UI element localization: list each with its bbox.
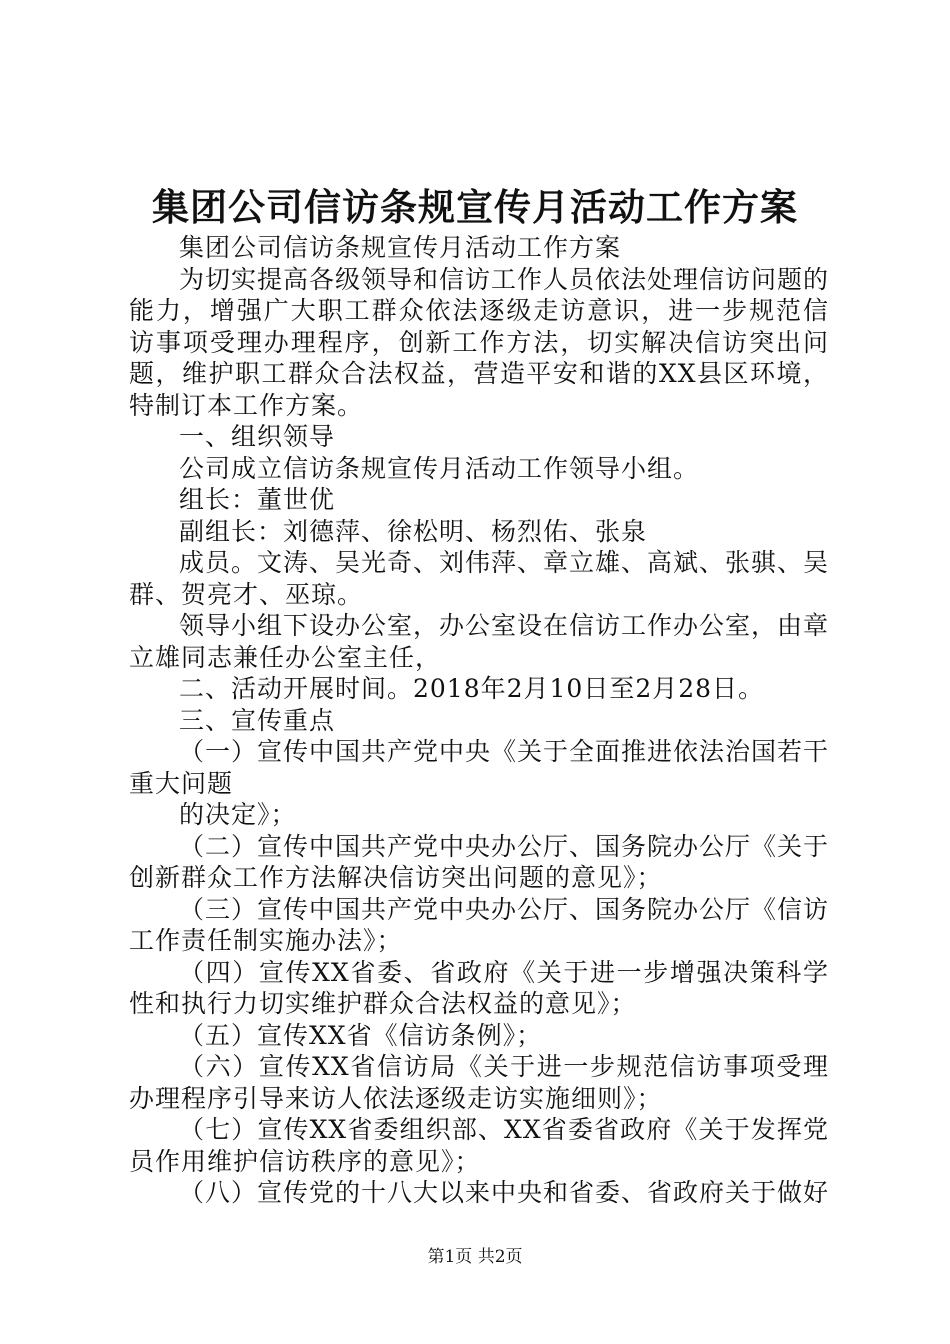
paragraph-group-leader: 组长：董世优 — [179, 485, 336, 514]
section-heading-focus: 三、宣传重点 — [179, 705, 336, 735]
section-heading-organization: 一、组织领导 — [179, 422, 336, 451]
paragraph-office: 领导小组下设办公室，办公室设在信访工作办公室，由章立雄同志兼任办公室主任， — [129, 611, 830, 672]
document-body — [129, 232, 829, 1209]
list-item-6: （六）宣传XX省信访局《关于进一步规范信访事项受理办理程序引导来访人依法逐级走访实施细则》； — [129, 1052, 829, 1113]
list-item-7: （七）宣传XX省委组织部、XX省委省政府《关于发挥党员作用维护信访秩序的意见》； — [129, 1115, 829, 1176]
list-item-2: （二）宣传中国共产党中央办公厅、国务院办公厅《关于创新群众工作方法解决信访突出问题的意见》； — [129, 831, 830, 892]
paragraph-deputy-leaders: 副组长：刘德萍、徐松明、杨烈佑、张泉 — [179, 516, 648, 546]
list-item-1: （一）宣传中国共产党中央《关于全面推进依法治国若干重大问题 — [129, 737, 830, 798]
list-item-8: （八）宣传党的十八大以来中央和省委、省政府关于做好 — [179, 1178, 830, 1207]
list-item-3: （三）宣传中国共产党中央办公厅、国务院办公厅《信访工作责任制实施办法》； — [129, 894, 830, 955]
section-heading-time: 二、活动开展时间。2018年2月10日至2月28日。 — [179, 674, 765, 703]
paragraph-intro: 为切实提高各级领导和信访工作人员依法处理信访问题的能力，增强广大职工群众依法逐级走访意识，进一步规范信访事项受理办理程序，创新工作方法，切实解决信访突出问题，维护职工群众合法权益，营造平安和谐的XX县区环境，特制订本工作方案。 — [129, 264, 830, 420]
paragraph-members: 成员。文涛、吴光奇、刘伟萍、章立雄、高斌、张骐、吴群、贺亮才、巫琼。 — [129, 548, 830, 609]
paragraph-subtitle: 集团公司信访条规宣传月活动工作方案 — [179, 233, 622, 262]
document-title: 集团公司信访条规宣传月活动工作方案 — [152, 186, 798, 229]
list-item-4: （四）宣传XX省委、省政府《关于进一步增强决策科学性和执行力切实维护群众合法权益的意见》； — [129, 957, 829, 1018]
list-item-5: （五）宣传XX省《信访条例》； — [179, 1020, 543, 1050]
page-footer: 第1页 共2页 — [427, 1247, 523, 1267]
list-item-1-continued: 的决定》； — [179, 800, 297, 829]
paragraph-group-established: 公司成立信访条规宣传月活动工作领导小组。 — [179, 453, 700, 483]
